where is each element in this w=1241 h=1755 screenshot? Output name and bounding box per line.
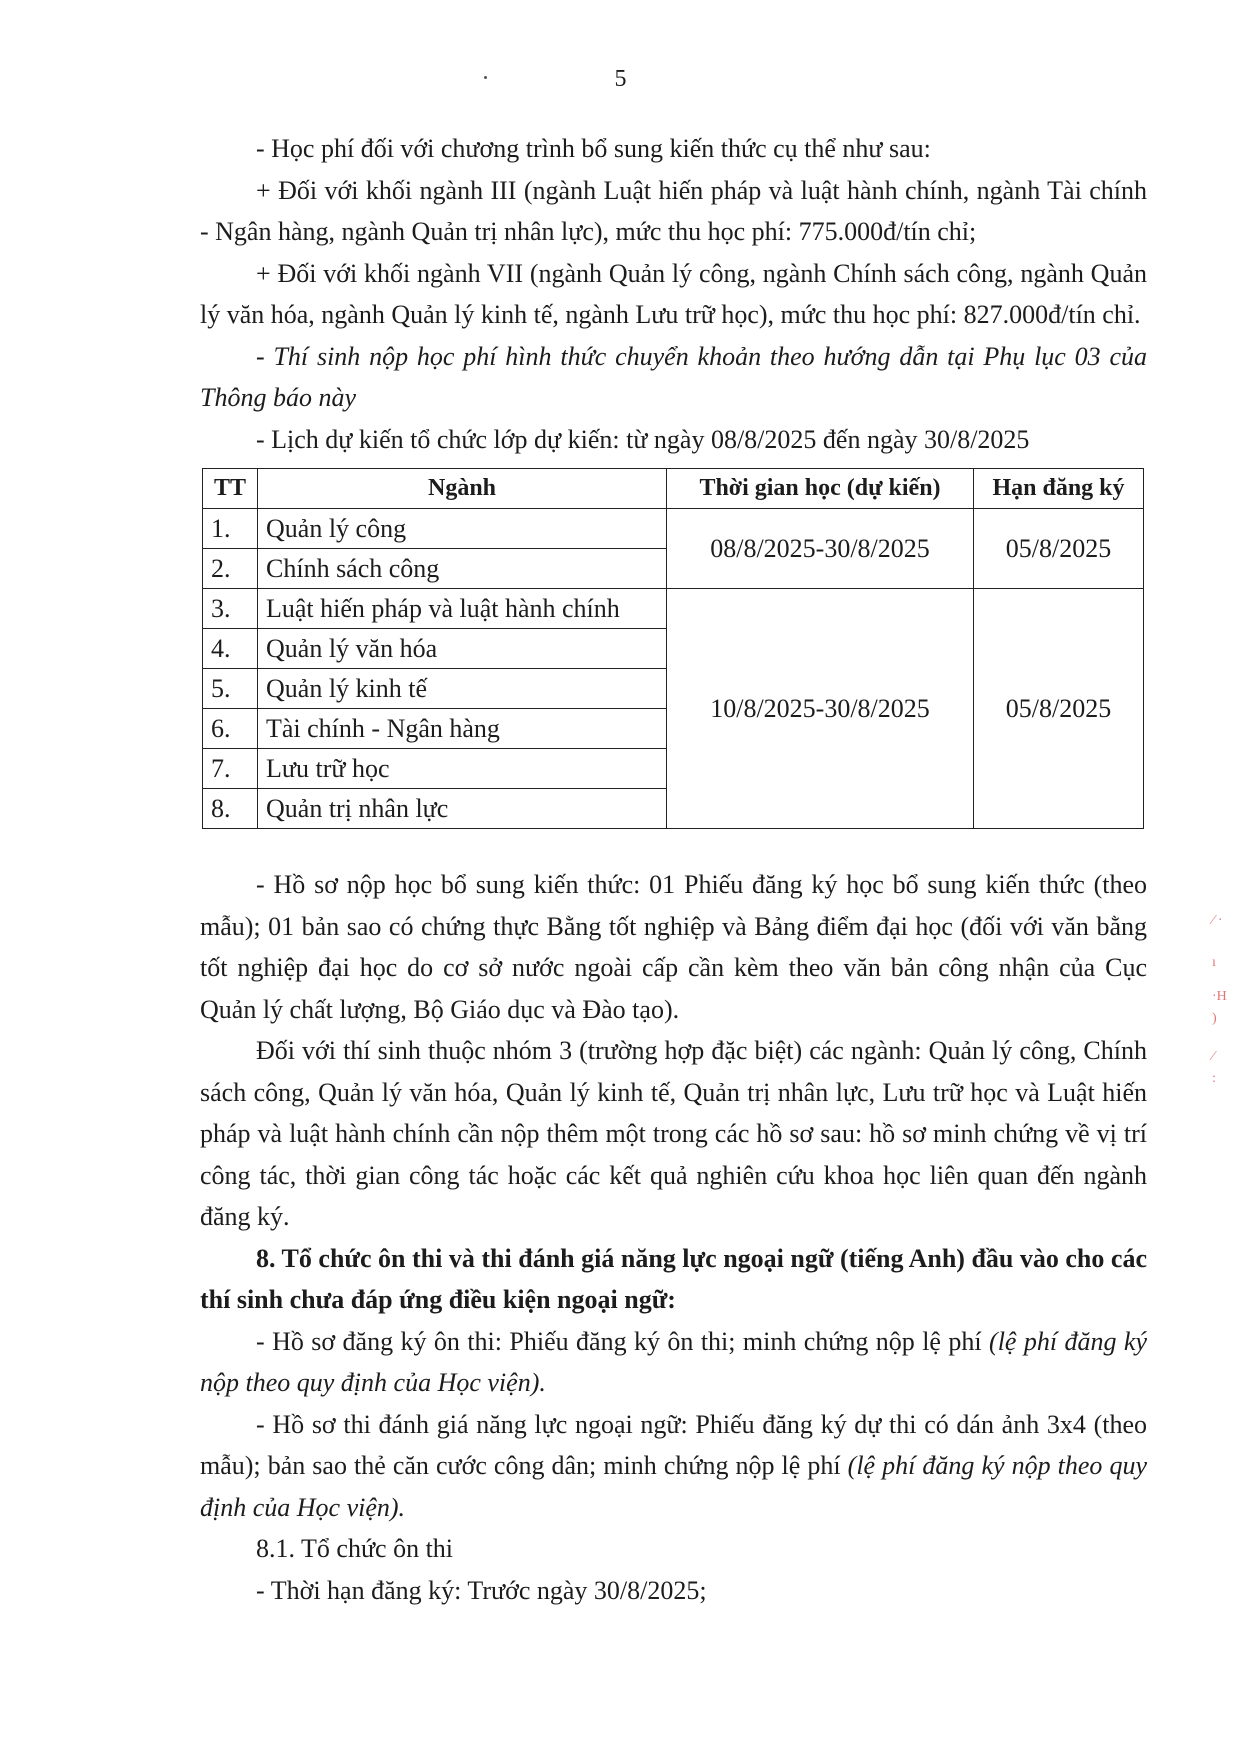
row-number: 6. xyxy=(203,709,258,749)
row-number: 3. xyxy=(203,589,258,629)
paragraph-text: + Đối với khối ngành III (ngành Luật hiến pháp và luật hành chính, ngành Tài chính - Ngân hàng, ngành Quản trị nhân lực), mức thu học phí: 775.000đ/tín chỉ; xyxy=(200,175,1147,246)
paragraph xyxy=(200,1238,1147,1321)
study-period: 08/8/2025-30/8/2025 xyxy=(667,509,974,589)
paragraph-text: - Hồ sơ nộp học bổ sung kiến thức: 01 Phiếu đăng ký học bổ sung kiến thức (theo mẫu); 01 bản sao có chứng thực Bằng tốt nghiệp và Bảng điểm đại học (đối với văn bằng tốt nghiệp đại học do cơ sở nước ngoài cấp cần kèm theo văn bản công nhận của Cục Quản lý chất lượng, Bộ Giáo dục và Đào tạo). xyxy=(200,870,1147,1024)
major-name: Tài chính - Ngân hàng xyxy=(258,709,667,749)
row-number: 1. xyxy=(203,509,258,549)
paragraph-text: - Thời hạn đăng ký: Trước ngày 30/8/2025; xyxy=(256,1575,707,1605)
paragraph-text: 8.1. Tổ chức ôn thi xyxy=(256,1534,454,1563)
major-name: Quản lý công xyxy=(258,509,667,549)
header-major: Ngành xyxy=(258,469,667,509)
document-body xyxy=(200,128,1147,1611)
paragraph xyxy=(200,419,1147,461)
study-period: 10/8/2025-30/8/2025 xyxy=(667,589,974,829)
header-time: Thời gian học (dự kiến) xyxy=(667,469,974,509)
paragraph-text: (lệ phí đăng ký nộp theo quy định của Học viện). xyxy=(200,1451,1147,1522)
paragraph xyxy=(200,170,1147,253)
row-number: 5. xyxy=(203,669,258,709)
margin-stamp-marks: ⁄ · ı ·H ) ⁄ : xyxy=(1212,913,1227,1086)
paragraph xyxy=(200,1321,1147,1404)
major-name: Quản trị nhân lực xyxy=(258,789,667,829)
registration-deadline: 05/8/2025 xyxy=(974,509,1144,589)
paragraph-text: - Học phí đối với chương trình bổ sung kiến thức cụ thể như sau: xyxy=(256,134,931,163)
paragraph-text: - Lịch dự kiến tổ chức lớp dự kiến: từ ngày 08/8/2025 đến ngày 30/8/2025 xyxy=(256,424,1030,454)
paragraph-text: 8. Tổ chức ôn thi và thi đánh giá năng lực ngoại ngữ (tiếng Anh) đầu vào cho các thí sinh chưa đáp ứng điều kiện ngoại ngữ: xyxy=(200,1243,1147,1314)
paragraph-text: (lệ phí đăng ký nộp theo quy định của Học viện). xyxy=(200,1326,1147,1397)
major-name: Quản lý văn hóa xyxy=(258,629,667,669)
major-name: Quản lý kinh tế xyxy=(258,669,667,709)
registration-deadline: 05/8/2025 xyxy=(974,589,1144,829)
row-number: 2. xyxy=(203,549,258,589)
row-number: 7. xyxy=(203,749,258,789)
paragraphs-top xyxy=(200,128,1147,460)
paragraph xyxy=(200,1404,1147,1529)
paragraph-text: - Hồ sơ đăng ký ôn thi: Phiếu đăng ký ôn thi; minh chứng nộp lệ phí xyxy=(256,1326,990,1356)
paragraph xyxy=(200,864,1147,1030)
major-name: Chính sách công xyxy=(258,549,667,589)
paragraph xyxy=(200,1528,1147,1570)
major-name: Luật hiến pháp và luật hành chính xyxy=(258,589,667,629)
table-row xyxy=(203,589,1144,629)
paragraph-text: - Hồ sơ thi đánh giá năng lực ngoại ngữ: Phiếu đăng ký dự thi có dán ảnh 3x4 (theo mẫu); bản sao thẻ căn cước công dân; minh chứng nộp lệ phí xyxy=(200,1409,1147,1480)
row-number: 8. xyxy=(203,789,258,829)
table-header-row xyxy=(203,469,1144,509)
paragraph xyxy=(200,1030,1147,1238)
schedule-table xyxy=(202,468,1144,829)
paragraph xyxy=(200,253,1147,336)
paragraph-text: Đối với thí sinh thuộc nhóm 3 (trường hợp đặc biệt) các ngành: Quản lý công, Chính sách công, Quản lý văn hóa, Quản lý kinh tế, Quản trị nhân lực, Lưu trữ học và Luật hiến pháp và luật hành chính cần nộp thêm một trong các hồ sơ sau: hồ sơ minh chứng về vị trí công tác, thời gian công tác hoặc các kết quả nghiên cứu khoa học liên quan đến ngành đăng ký. xyxy=(200,1036,1147,1231)
row-number: 4. xyxy=(203,629,258,669)
paragraph xyxy=(200,128,1147,170)
table-row xyxy=(203,509,1144,549)
major-name: Lưu trữ học xyxy=(258,749,667,789)
paragraphs-bottom xyxy=(200,864,1147,1611)
header-tt: TT xyxy=(203,469,258,509)
header-deadline: Hạn đăng ký xyxy=(974,469,1144,509)
page-number: 5 xyxy=(614,66,627,92)
paragraph-text: + Đối với khối ngành VII (ngành Quản lý công, ngành Chính sách công, ngành Quản lý văn hóa, ngành Quản lý kinh tế, ngành Lưu trữ học), mức thu học phí: 827.000đ/tín chỉ. xyxy=(200,258,1147,329)
paragraph-text: - Thí sinh nộp học phí hình thức chuyển khoản theo hướng dẫn tại Phụ lục 03 của Thông báo này xyxy=(200,341,1147,412)
paragraph xyxy=(200,336,1147,419)
paragraph xyxy=(200,1570,1147,1612)
